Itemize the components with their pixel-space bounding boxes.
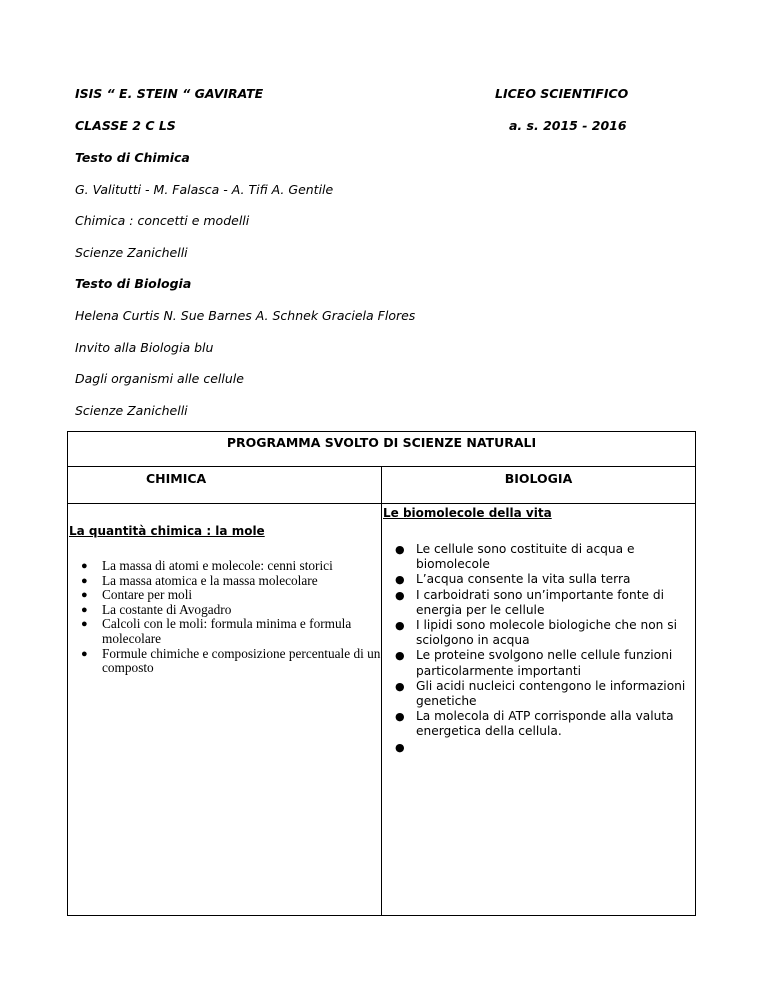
chimica-content-cell <box>68 504 382 916</box>
bullet-icon: ● <box>395 679 405 693</box>
bullet-icon: ● <box>395 619 405 633</box>
bullet-icon: ● <box>81 603 88 616</box>
list-item: ● Calcoli con le moli: formula minima e formula molecolare <box>81 616 352 646</box>
bullet-icon: ● <box>395 740 405 754</box>
list-item: ● La costante di Avogadro <box>81 601 232 617</box>
program-content-row <box>68 504 696 916</box>
chimica-column-header: CHIMICA <box>68 467 382 504</box>
school-name: ISIS “ E. STEIN “ GAVIRATE <box>75 86 264 101</box>
bullet-icon: ● <box>395 573 405 587</box>
bullet-icon: ● <box>81 589 88 602</box>
list-item: ● Contare per moli <box>81 587 193 603</box>
chimica-section-title: La quantità chimica : la mole <box>69 524 265 538</box>
bullet-icon: ● <box>81 574 88 587</box>
liceo-label: LICEO SCIENTIFICO <box>495 86 629 101</box>
chimica-book-title: Chimica : concetti e modelli <box>75 213 250 228</box>
list-item: ● Gli acidi nucleici contengono le informazioni genetiche <box>395 678 686 709</box>
bullet-icon: ● <box>81 618 88 631</box>
list-item: ● Le cellule sono costituite di acqua e biomolecole <box>395 542 635 572</box>
list-item: ● La massa di atomi e molecole: cenni storici <box>81 558 333 573</box>
bullet-icon: ● <box>395 649 405 663</box>
bullet-icon: ● <box>395 543 405 556</box>
biologia-book-authors: Helena Curtis N. Sue Barnes A. Schnek Graciela Flores <box>75 308 416 323</box>
biologia-section-title: Le biomolecole della vita <box>383 506 552 520</box>
bullet-icon: ● <box>81 560 88 572</box>
school-year: a. s. 2015 - 2016 <box>509 118 627 133</box>
biologia-topic-list <box>383 542 695 755</box>
biologia-book-title: Invito alla Biologia blu <box>75 340 214 355</box>
biologia-book-publisher: Scienze Zanichelli <box>75 403 188 418</box>
bullet-icon: ● <box>395 588 405 602</box>
bullet-icon: ● <box>395 710 405 724</box>
list-item: ● La molecola di ATP corrisponde alla valuta energetica della cellula. <box>395 709 674 739</box>
list-item: ● L’acqua consente la vita sulla terra <box>395 572 631 587</box>
list-item-empty <box>383 740 695 755</box>
list-item: ● I carboidrati sono un’importante fonte di energia per le cellule <box>395 587 664 617</box>
chimica-topic-list <box>69 559 381 676</box>
biologia-content-cell <box>382 504 696 916</box>
bullet-icon: ● <box>81 647 88 660</box>
list-item: ● Formule chimiche e composizione percentuale di un composto <box>81 645 381 676</box>
classe-label: CLASSE 2 C LS <box>75 118 176 133</box>
header-line-1 <box>75 86 629 102</box>
chimica-book-publisher: Scienze Zanichelli <box>75 245 188 260</box>
chimica-book-heading: Testo di Chimica <box>75 150 190 165</box>
program-title: PROGRAMMA SVOLTO DI SCIENZE NATURALI <box>226 435 537 450</box>
program-title-row <box>68 432 696 467</box>
list-item: ● I lipidi sono molecole biologiche che non si sciolgono in acqua <box>395 618 678 648</box>
biologia-book-heading: Testo di Biologia <box>75 276 192 291</box>
biologia-book-subtitle: Dagli organismi alle cellule <box>75 371 244 386</box>
chimica-book-authors: G. Valitutti - M. Falasca - A. Tifi A. Gentile <box>75 182 334 197</box>
column-header-row <box>68 467 696 504</box>
list-item: ● La massa atomica e la massa molecolare <box>81 572 318 588</box>
biologia-column-header: BIOLOGIA <box>382 467 696 504</box>
header-line-2 <box>75 118 627 134</box>
program-table <box>67 431 696 916</box>
list-item: ● Le proteine svolgono nelle cellule funzioni particolarmente importanti <box>395 648 673 678</box>
